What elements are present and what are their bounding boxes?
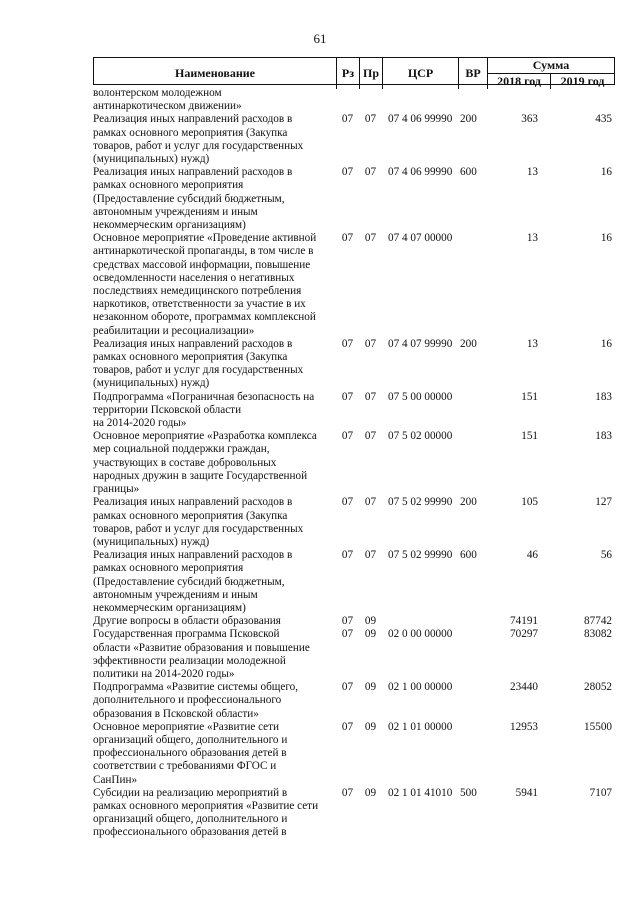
header-csr: ЦСР <box>383 58 459 89</box>
row-name: Реализация иных направлений расходов в рамках основного мероприятия (Предоставление субсидий бюджетным, автономным учреждениям и иным некоммерческим организациям) <box>93 549 293 614</box>
table-row <box>93 628 615 681</box>
row-rz: 07 <box>341 549 354 562</box>
row-amount-2019: 183 <box>595 430 612 443</box>
row-rz: 07 <box>341 615 354 628</box>
row-csr: 02 1 00 00000 <box>388 681 453 694</box>
row-amount-2019: 83082 <box>584 628 612 641</box>
header-rz: Рз <box>337 58 360 89</box>
table-body <box>93 87 615 840</box>
row-amount-2019: 16 <box>600 166 612 179</box>
row-vr: 200 <box>460 113 477 126</box>
row-name: волонтерском молодежном антинаркотическом движении» <box>93 87 242 113</box>
row-amount-2018: 12953 <box>510 720 538 733</box>
row-amount-2018: 70297 <box>510 628 538 641</box>
row-name: Реализация иных направлений расходов в рамках основного мероприятия (Предоставление субсидий бюджетным, автономным учреждениям и иным некоммерческим организациям) <box>93 166 293 232</box>
row-csr: 07 5 02 00000 <box>388 430 453 443</box>
row-vr: 600 <box>460 166 477 179</box>
row-name: Основное мероприятие «Разработка комплекса мер социальной поддержки граждан, участвующих в составе добровольных народных дружин в защите Государственной границы» <box>93 430 317 496</box>
row-amount-2018: 46 <box>526 549 538 562</box>
row-amount-2018: 13 <box>526 232 538 245</box>
page-number: 61 <box>313 31 327 46</box>
header-sum-title: Сумма <box>488 58 614 74</box>
row-amount-2018: 105 <box>521 496 538 509</box>
header-year-2019: 2019 год <box>560 74 605 88</box>
row-rz: 07 <box>341 232 354 245</box>
row-amount-2018: 13 <box>526 166 538 179</box>
row-csr: 07 4 07 99990 <box>388 337 453 350</box>
row-vr: 200 <box>460 337 477 350</box>
row-csr: 07 4 06 99990 <box>388 166 453 179</box>
table-row <box>93 391 615 431</box>
table-row <box>93 787 615 840</box>
row-name: Подпрограмма «Пограничная безопасность на территории Псковской области на 2014-2020 годы» <box>93 390 315 430</box>
row-amount-2019: 56 <box>600 549 612 562</box>
table-row <box>93 87 615 113</box>
row-pr: 07 <box>364 430 377 443</box>
row-amount-2019: 15500 <box>584 720 612 733</box>
row-amount-2018: 5941 <box>515 786 538 799</box>
table-row <box>93 615 615 628</box>
table-row <box>93 430 615 496</box>
row-amount-2018: 13 <box>526 337 538 350</box>
row-amount-2018: 74191 <box>510 615 538 628</box>
table-row <box>93 166 615 232</box>
row-amount-2019: 16 <box>600 337 612 350</box>
row-name: Реализация иных направлений расходов в рамках основного мероприятия (Закупка товаров, работ и услуг для государственных (муниципальных) нужд) <box>93 337 304 390</box>
row-rz: 07 <box>341 720 354 733</box>
row-vr <box>458 615 487 628</box>
row-name: Основное мероприятие «Развитие сети организаций общего, дополнительного и профессионального образования детей в соответствии с требованиями ФГОС и СанПин» <box>93 720 288 786</box>
row-pr: 07 <box>364 113 377 126</box>
table-row <box>93 232 615 338</box>
row-pr: 07 <box>364 232 377 245</box>
row-csr: 07 4 07 00000 <box>388 232 453 245</box>
row-name: Другие вопросы в области образования <box>93 615 281 628</box>
row-amount-2019: 435 <box>595 113 612 126</box>
row-rz: 07 <box>341 786 354 799</box>
row-rz: 07 <box>341 628 354 641</box>
row-amount-2018: 23440 <box>510 681 538 694</box>
row-amount-2019: 16 <box>600 232 612 245</box>
row-csr: 07 5 02 99990 <box>388 549 453 562</box>
row-vr: 600 <box>460 549 477 562</box>
row-rz: 07 <box>341 166 354 179</box>
row-name: Подпрограмма «Развитие системы общего, дополнительного и профессионального образования в Псковской области» <box>93 681 299 720</box>
row-pr: 09 <box>364 615 377 628</box>
row-csr <box>382 615 458 628</box>
row-amount-2019 <box>551 87 615 113</box>
row-csr: 02 0 00 00000 <box>388 628 453 641</box>
row-pr: 09 <box>364 681 377 694</box>
row-csr: 07 5 00 00000 <box>388 390 453 403</box>
row-amount-2019: 28052 <box>584 681 612 694</box>
row-pr: 07 <box>364 337 377 350</box>
table-row <box>93 549 615 615</box>
row-name: Реализация иных направлений расходов в рамках основного мероприятия (Закупка товаров, работ и услуг для государственных (муниципальных) нужд) <box>93 113 304 166</box>
row-vr <box>458 232 487 338</box>
header-vr: ВР <box>459 58 488 89</box>
row-name: Реализация иных направлений расходов в рамках основного мероприятия (Закупка товаров, работ и услуг для государственных (муниципальных) нужд) <box>93 496 304 548</box>
row-amount-2018: 363 <box>521 113 538 126</box>
row-pr <box>359 87 382 113</box>
row-rz: 07 <box>341 337 354 350</box>
row-pr: 09 <box>364 720 377 733</box>
row-vr: 200 <box>460 496 477 509</box>
row-csr <box>382 87 458 113</box>
row-amount-2019: 7107 <box>589 786 612 799</box>
row-pr: 07 <box>364 549 377 562</box>
row-rz: 07 <box>341 113 354 126</box>
row-rz <box>336 87 359 113</box>
row-name: Государственная программа Псковской области «Развитие образования и повышение эффективности реализации молодежной политики на 2014-2020 годы» <box>93 628 310 680</box>
row-rz: 07 <box>341 496 354 509</box>
table-row <box>93 338 615 391</box>
row-vr <box>458 628 487 681</box>
row-pr: 07 <box>364 390 377 403</box>
row-name: Субсидии на реализацию мероприятий в рамках основного мероприятия «Развитие сети организаций общего, дополнительного и профессионального образования детей в <box>93 786 319 839</box>
row-amount-2019: 127 <box>595 496 612 509</box>
row-pr: 07 <box>364 166 377 179</box>
table-row <box>93 681 615 721</box>
row-vr: 500 <box>460 786 477 799</box>
row-name: Основное мероприятие «Проведение активной антинаркотической пропаганды, в том числе в средствах массовой информации, повышение осведомленности населения о негативных последствиях немедицинского потребления наркотиков, ответственности за участие в их незаконном обороте, программах комплексной реабилитации и ресоциализации» <box>93 232 317 337</box>
row-vr <box>458 430 487 496</box>
row-vr <box>458 721 487 787</box>
row-csr: 02 1 01 41010 <box>388 786 453 799</box>
row-rz: 07 <box>341 390 354 403</box>
row-pr: 07 <box>364 496 377 509</box>
row-vr <box>458 87 487 113</box>
header-sum <box>488 58 614 89</box>
row-pr: 09 <box>364 786 377 799</box>
row-csr: 02 1 01 00000 <box>388 720 453 733</box>
row-amount-2018: 151 <box>521 430 538 443</box>
row-amount-2018 <box>487 87 551 113</box>
row-amount-2019: 87742 <box>584 615 612 628</box>
row-vr <box>458 681 487 721</box>
row-vr <box>458 391 487 431</box>
row-amount-2018: 151 <box>521 390 538 403</box>
table-row <box>93 113 615 166</box>
header-pr: Пр <box>360 58 383 89</box>
header-name: Наименование <box>94 58 337 89</box>
table-row <box>93 721 615 787</box>
table-header <box>93 57 615 88</box>
row-csr: 07 5 02 99990 <box>388 496 453 509</box>
row-csr: 07 4 06 99990 <box>388 113 453 126</box>
row-pr: 09 <box>364 628 377 641</box>
row-rz: 07 <box>341 681 354 694</box>
header-year-2018: 2018 год <box>488 74 551 89</box>
row-amount-2019: 183 <box>595 390 612 403</box>
row-rz: 07 <box>341 430 354 443</box>
table-row <box>93 496 615 549</box>
